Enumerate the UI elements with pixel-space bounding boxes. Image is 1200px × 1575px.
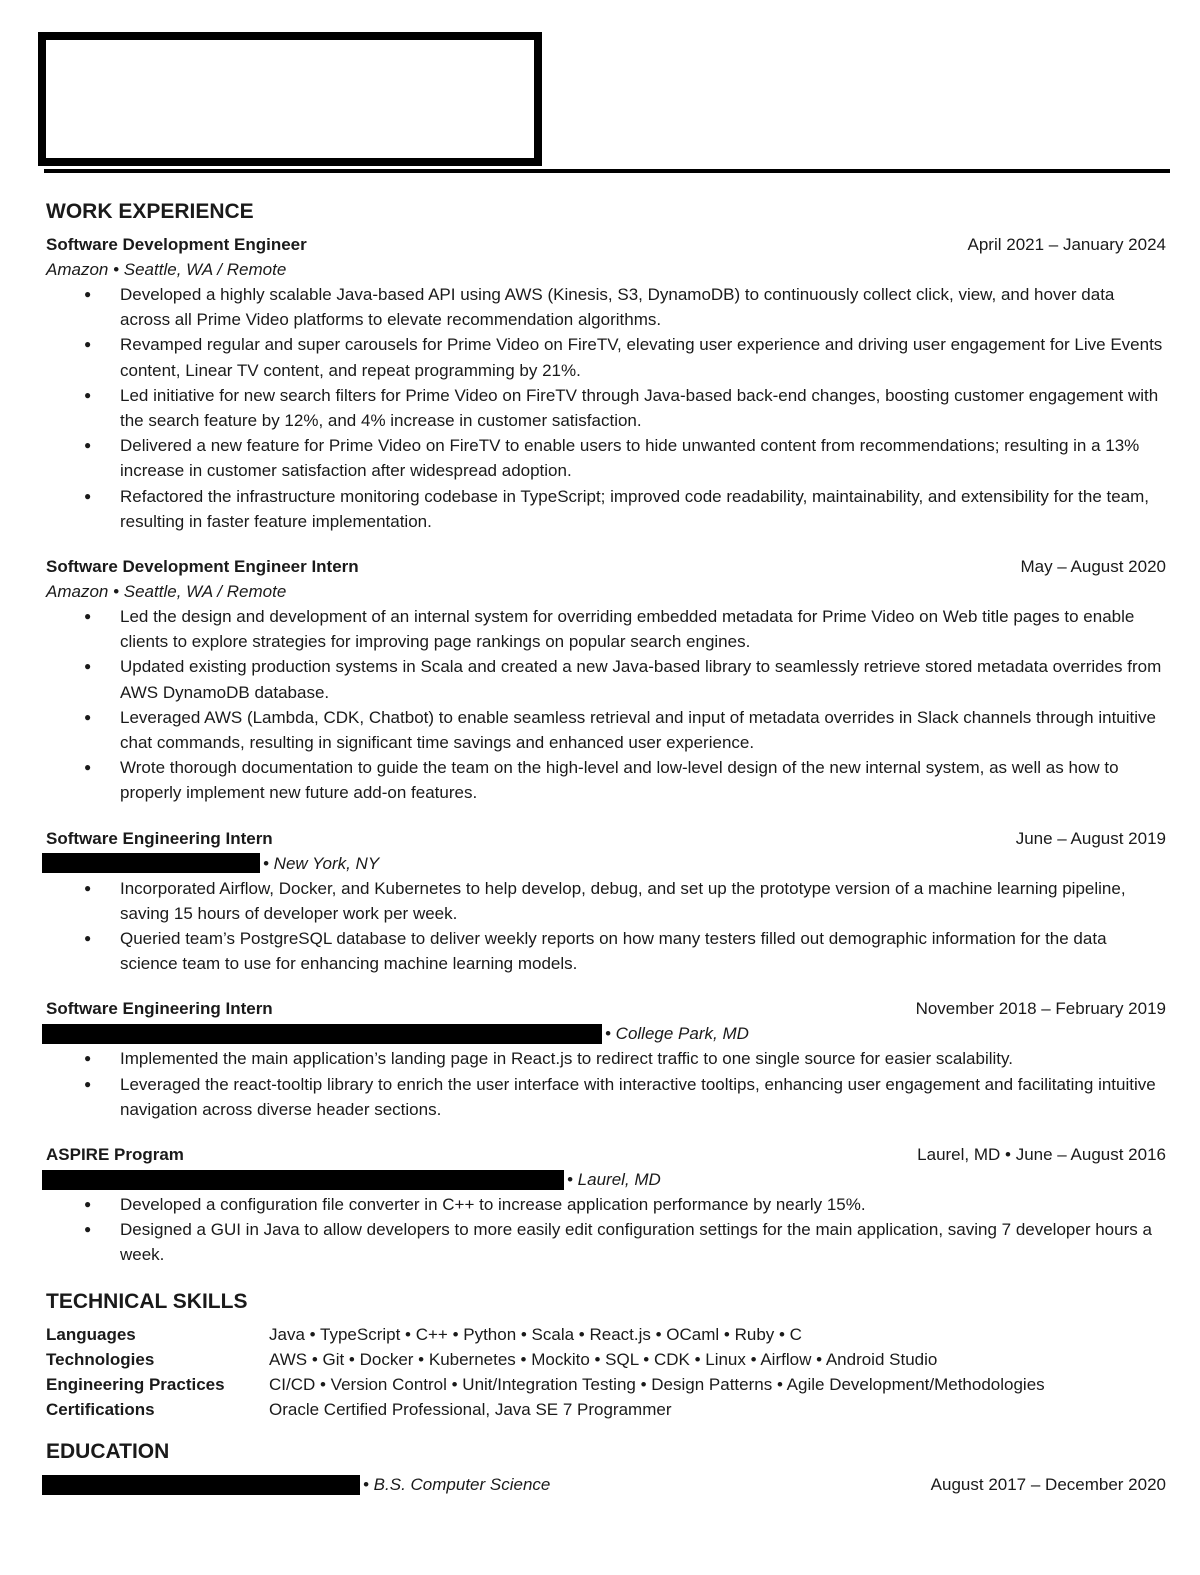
- skill-row: [46, 1347, 1166, 1372]
- skill-value: CI/CD • Version Control • Unit/Integration Testing • Design Patterns • Agile Development/Methodologies: [269, 1374, 1045, 1394]
- skill-row: [46, 1372, 1166, 1397]
- skill-value: Oracle Certified Professional, Java SE 7 Programmer: [269, 1399, 672, 1419]
- bullet-item: ● Implemented the main application’s landing page in React.js to redirect traffic to one single source for easier scalability.: [46, 1046, 1166, 1071]
- bullet-item: ● Wrote thorough documentation to guide the team on the high-level and low-level design of the new internal system, as well as how to properly implement new future add-on features.: [46, 755, 1166, 805]
- job-location: • Laurel, MD: [567, 1170, 661, 1190]
- education-dates: August 2017 – December 2020: [930, 1474, 1166, 1494]
- job-entry: [46, 996, 1166, 1122]
- job-company-location: Amazon • Seattle, WA / Remote: [46, 582, 287, 602]
- education-row: [46, 1472, 1166, 1498]
- redacted-company-bar: [42, 1170, 564, 1190]
- job-entry: [46, 1142, 1166, 1268]
- job-title: Software Engineering Intern: [46, 999, 273, 1019]
- skill-value: AWS • Git • Docker • Kubernetes • Mockito • SQL • CDK • Linux • Airflow • Android Studio: [269, 1349, 938, 1369]
- skill-label: Engineering Practices: [46, 1374, 225, 1394]
- bullet-item: ● Queried team’s PostgreSQL database to deliver weekly reports on how many testers filled out demographic information for the data science team to use for enhancing machine learning models.: [46, 926, 1166, 976]
- job-location: • New York, NY: [263, 853, 380, 873]
- education-section: [46, 1438, 1166, 1498]
- bullet-item: ● Developed a configuration file converter in C++ to increase application performance by nearly 15%.: [46, 1192, 1166, 1217]
- bullet-item: ● Revamped regular and super carousels for Prime Video on FireTV, elevating user experience and driving user engagement for Live Events content, Linear TV content, and repeat programming by 21%.: [46, 332, 1166, 382]
- job-location: • College Park, MD: [605, 1024, 749, 1044]
- job-entry: [46, 554, 1166, 806]
- job-title: Software Engineering Intern: [46, 828, 273, 848]
- job-entry: [46, 232, 1166, 534]
- job-company-location: Amazon • Seattle, WA / Remote: [46, 260, 287, 279]
- skill-row: [46, 1397, 1166, 1422]
- redacted-company-bar: [42, 853, 260, 873]
- bullet-item: ● Incorporated Airflow, Docker, and Kubernetes to help develop, debug, and set up the prototype version of a machine learning pipeline, saving 15 hours of developer work per week.: [46, 876, 1166, 926]
- job-bullets: [46, 282, 1166, 534]
- job-dates: May – August 2020: [1020, 557, 1166, 577]
- job-dates: November 2018 – February 2019: [915, 999, 1166, 1019]
- resume-body: [46, 198, 1166, 1498]
- header-divider: [44, 169, 1170, 173]
- technical-skills-section: [46, 1288, 1166, 1422]
- education-heading: EDUCATION: [46, 1439, 170, 1463]
- job-dates: Laurel, MD • June – August 2016: [917, 1145, 1166, 1165]
- job-bullets: [46, 876, 1166, 977]
- job-title: Software Development Engineer Intern: [46, 557, 359, 577]
- work-experience-heading: WORK EXPERIENCE: [46, 200, 254, 223]
- job-bullets: [46, 1192, 1166, 1268]
- job-entry: [46, 826, 1166, 977]
- bullet-item: ● Leveraged AWS (Lambda, CDK, Chatbot) to enable seamless retrieval and input of metadata overrides in Slack channels through intuitive chat commands, resulting in significant time savings and enhanced user experience.: [46, 705, 1166, 755]
- job-bullets: [46, 604, 1166, 806]
- bullet-item: ● Designed a GUI in Java to allow developers to more easily edit configuration settings for the main application, saving 7 developer hours a week.: [46, 1217, 1166, 1267]
- education-degree: • B.S. Computer Science: [363, 1474, 551, 1494]
- skill-label: Technologies: [46, 1349, 155, 1369]
- bullet-item: ● Updated existing production systems in Scala and created a new Java-based library to seamlessly retrieve stored metadata overrides from AWS DynamoDB database.: [46, 654, 1166, 704]
- redacted-name-box: [38, 32, 542, 166]
- bullet-item: ● Delivered a new feature for Prime Video on FireTV to enable users to hide unwanted content from recommendations; resulting in a 13% increase in customer satisfaction after widespread adoption.: [46, 433, 1166, 483]
- job-bullets: [46, 1046, 1166, 1122]
- redacted-company-bar: [42, 1024, 602, 1044]
- bullet-item: ● Developed a highly scalable Java-based API using AWS (Kinesis, S3, DynamoDB) to continuously collect click, view, and hover data across all Prime Video platforms to elevate recommendation algorithms.: [46, 282, 1166, 332]
- job-dates: June – August 2019: [1015, 828, 1166, 848]
- redacted-school-bar: [42, 1475, 360, 1495]
- bullet-item: ● Led the design and development of an internal system for overriding embedded metadata for Prime Video on Web title pages to enable clients to explore strategies for improving page rankings on popular search engines.: [46, 604, 1166, 654]
- skill-value: Java • TypeScript • C++ • Python • Scala • React.js • OCaml • Ruby • C: [269, 1324, 802, 1344]
- skill-row: [46, 1322, 1166, 1347]
- job-title: Software Development Engineer: [46, 235, 307, 254]
- bullet-item: ● Refactored the infrastructure monitoring codebase in TypeScript; improved code readability, maintainability, and extensibility for the team, resulting in faster feature implementation.: [46, 484, 1166, 534]
- job-title: ASPIRE Program: [46, 1145, 184, 1165]
- skill-label: Languages: [46, 1324, 136, 1344]
- skill-label: Certifications: [46, 1399, 155, 1419]
- bullet-item: ● Led initiative for new search filters for Prime Video on FireTV through Java-based back-end changes, boosting customer engagement with the search feature by 12%, and 4% increase in customer satisfaction.: [46, 383, 1166, 433]
- job-dates: April 2021 – January 2024: [967, 235, 1166, 254]
- technical-skills-heading: TECHNICAL SKILLS: [46, 1289, 248, 1313]
- bullet-item: ● Leveraged the react-tooltip library to enrich the user interface with interactive tooltips, enhancing user engagement and facilitating intuitive navigation across diverse header sections.: [46, 1072, 1166, 1122]
